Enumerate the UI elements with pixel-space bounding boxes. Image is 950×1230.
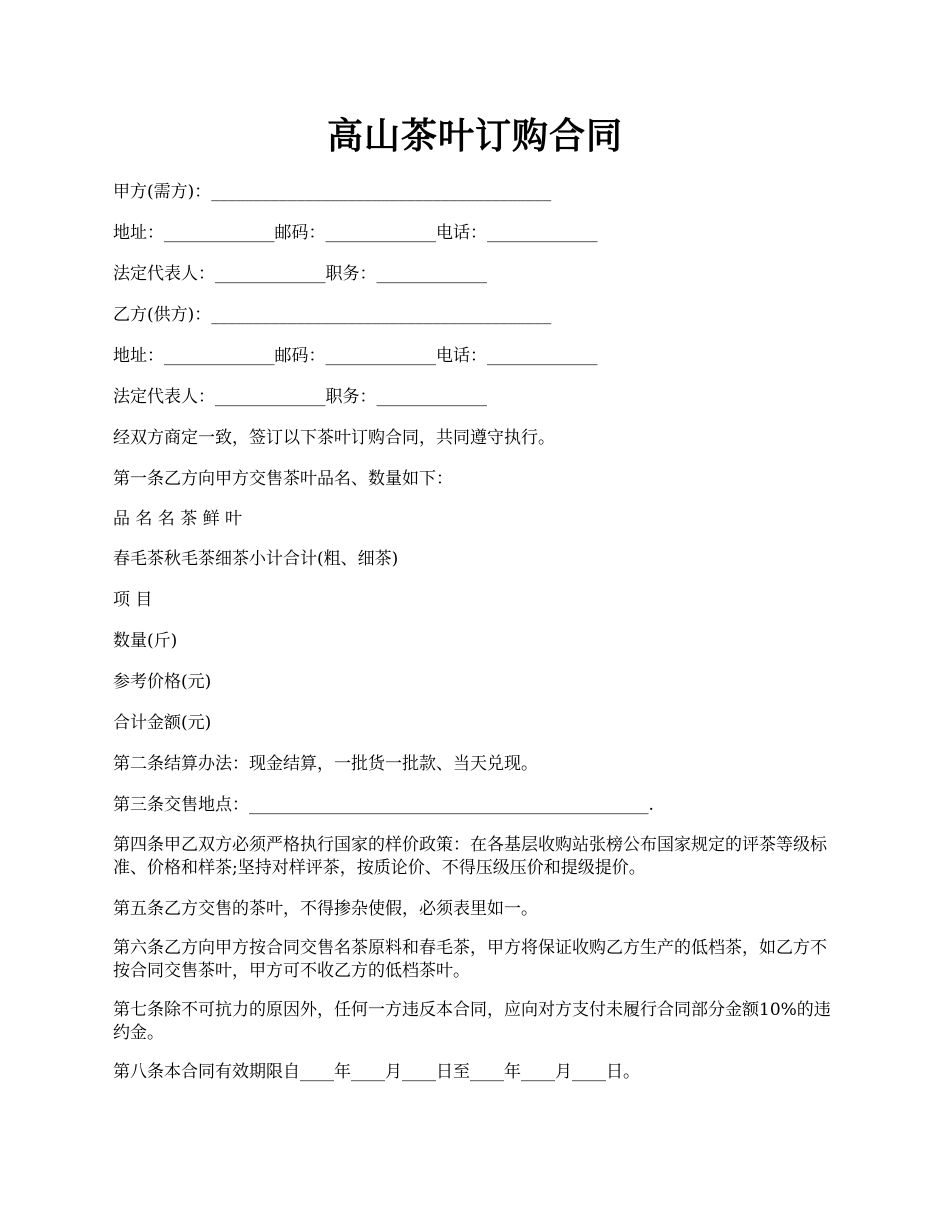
table-row-quantity: 数量(斤) (113, 631, 178, 651)
table-row-total-amount: 合计金额(元) (113, 713, 212, 733)
table-row-categories: 春毛茶秋毛茶细茶小计合计(粗、细茶) (113, 549, 399, 569)
article-2: 第二条结算办法：现金结算，一批货一批款、当天兑现。 (113, 754, 538, 774)
party-b-representative-line: 法定代表人：_____________职务：_____________ (113, 387, 487, 407)
article-4: 第四条甲乙双方必须严格执行国家的样价政策：在各基层收购站张榜公布国家规定的评茶等级标准、价格和样茶;坚持对样评茶，按质论价、不得压级压价和提级提价。 (113, 835, 827, 878)
intro-paragraph: 经双方商定一致，签订以下茶叶订购合同，共同遵守执行。 (113, 428, 555, 448)
article-1: 第一条乙方向甲方交售茶叶品名、数量如下： (113, 469, 453, 489)
table-row-reference-price: 参考价格(元) (113, 672, 212, 692)
party-a-line: 甲方(需方)：________________________________________ (113, 182, 552, 202)
article-6: 第六条乙方向甲方按合同交售名茶原料和春毛茶，甲方将保证收购乙方生产的低档茶，如乙方不按合同交售茶叶，甲方可不收乙方的低档茶叶。 (113, 938, 827, 981)
party-b-address-line: 地址：_____________邮码：_____________电话：_____________ (113, 346, 598, 366)
party-a-address-line: 地址：_____________邮码：_____________电话：_____________ (113, 223, 598, 243)
table-row-item: 项 目 (113, 590, 153, 610)
document-title: 高山茶叶订购合同 (326, 115, 623, 157)
article-5: 第五条乙方交售的茶叶，不得掺杂使假，必须表里如一。 (113, 899, 538, 919)
article-3: 第三条交售地点：_______________________________________________. (113, 795, 654, 815)
party-a-representative-line: 法定代表人：_____________职务：_____________ (113, 264, 487, 284)
article-7: 第七条除不可抗力的原因外，任何一方违反本合同，应向对方支付未履行合同部分金额10%的违约金。 (113, 1000, 831, 1043)
party-b-line: 乙方(供方)：________________________________________ (113, 305, 552, 325)
table-row-product-names: 品 名 名 茶 鲜 叶 (113, 509, 243, 529)
article-8: 第八条本合同有效期限自____年____月____日至____年____月____日。 (113, 1062, 640, 1082)
